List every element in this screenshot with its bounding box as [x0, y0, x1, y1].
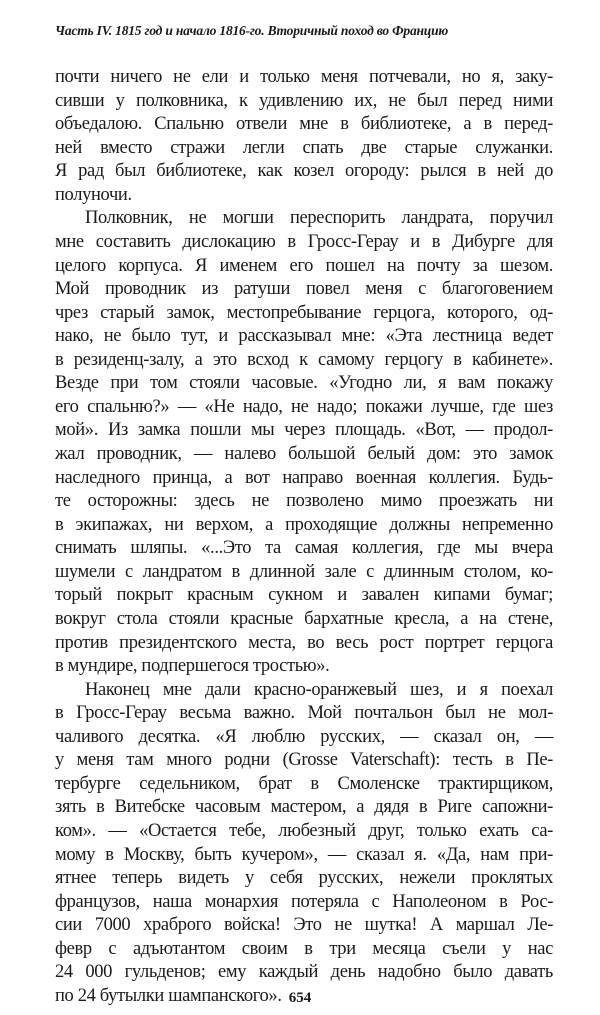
- page-number: 654: [288, 990, 312, 1006]
- text-line: чаливого десятка. «Я люблю русских, — сказал он, —: [55, 726, 553, 747]
- text-line: Наконец мне дали красно-оранжевый шез, и я поехал: [85, 679, 553, 700]
- text-line: зять в Витебске часовым мастером, а дядя в Риге сапожни-: [55, 797, 553, 818]
- text-line: в экипажах, ни верхом, а проходящие должны непременно: [55, 514, 553, 535]
- text-line: мой». Из замка пошли мы через площадь. «Вот, — продол-: [55, 420, 553, 441]
- running-head: Часть IV. 1815 год и начало 1816-го. Вторичный поход во Францию: [55, 23, 449, 38]
- text-line: вокруг стола стояли красные бархатные кресла, а на стене,: [55, 608, 553, 629]
- text-line: шумели с ландратом в длинной зале с длинным столом, ко-: [55, 561, 553, 582]
- text-line: мому в Москву, быть кучером», — сказал я. «Да, нам при-: [55, 844, 553, 865]
- text-line: целого корпуса. Я именем его пошел на почту за шезом.: [55, 255, 553, 276]
- body-text: [55, 66, 553, 1009]
- text-line: французов, наша монархия потеряла с Наполеоном в Рос-: [55, 891, 553, 912]
- text-line: сивши у полковника, к удивлению их, не был перед ними: [55, 90, 553, 111]
- text-line: торый покрыт красным сукном и завален кипами бумаг;: [55, 585, 553, 606]
- text-line: те осторожны: здесь не позволено мимо проезжать ни: [55, 491, 553, 512]
- text-line: в мундире, подпершегося тростью».: [55, 656, 330, 677]
- text-line: мне составить дислокацию в Гросс-Герау и в Дибурге для: [55, 231, 553, 252]
- text-line: Везде при том стояли часовые. «Угодно ли, я вам покажу: [55, 373, 553, 394]
- text-line: февр с адъютантом своим в три месяца съели у нас: [55, 938, 553, 959]
- text-line: Мой проводник из ратуши повел меня с благоговением: [55, 279, 553, 300]
- text-line: Полковник, не могши переспорить ландрата, поручил: [85, 208, 553, 229]
- text-line: в резиденц-залу, а это всход к самому герцогу в кабинете».: [55, 349, 553, 370]
- text-line: снимать шляпы. «...Это та самая коллегия, где мы вчера: [55, 538, 553, 559]
- text-line: сии 7000 храброго войска! Это не шутка! А маршал Ле-: [55, 915, 553, 936]
- text-line: объедалою. Спальню отвели мне в библиотеке, а в перед-: [55, 114, 553, 135]
- text-line: его спальню?» — «Не надо, не надо; покажи лучше, где шез: [55, 396, 553, 417]
- text-line: ятнее теперь видеть у себя русских, нежели проклятых: [55, 868, 553, 889]
- text-line: против президентского места, во весь рост портрет герцога: [55, 632, 553, 653]
- text-line: в Гросс-Герау весьма важно. Мой почтальон был не мол-: [55, 703, 553, 724]
- text-line: наследного принца, а вот направо военная коллегия. Будь-: [55, 467, 553, 488]
- text-line: ней вместо стражи легли спать две старые служанки.: [55, 137, 553, 158]
- text-line: у меня там много родни (Grosse Vaterschaft): тесть в Пе-: [55, 750, 553, 771]
- text-line: жал проводник, — налево большой белый дом: это замок: [55, 444, 553, 464]
- text-line: 24 000 гульденов; ему каждый день надобно было давать: [55, 962, 553, 983]
- text-line: нако, не было тут, и рассказывал мне: «Эта лестница ведет: [55, 326, 553, 347]
- text-line: чрез старый замок, местопребывание герцога, которого, од-: [55, 302, 553, 323]
- text-line: Я рад был библиотеке, как козел огороду: рылся в ней до: [55, 161, 553, 182]
- text-line: ком». — «Остается тебе, любезный друг, только ехать са-: [55, 821, 553, 841]
- text-line: почти ничего не ели и только меня потчевали, но я, заку-: [55, 67, 553, 87]
- text-line: полуночи.: [55, 184, 132, 205]
- text-line: по 24 бутылки шампанского».: [55, 985, 282, 1006]
- text-line: тербурге седельником, брат в Смоленске трактирщиком,: [55, 773, 553, 794]
